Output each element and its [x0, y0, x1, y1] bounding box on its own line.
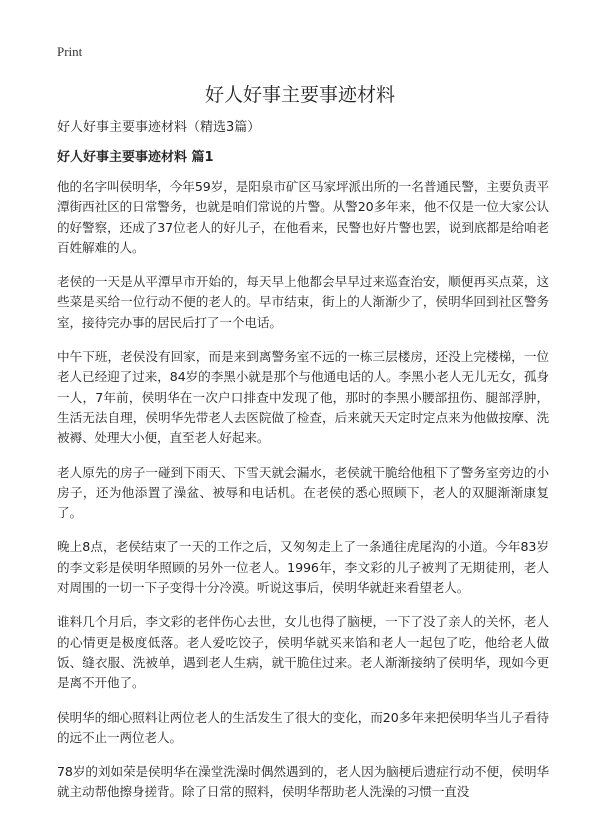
paragraph: 78岁的刘如荣是侯明华在澡堂洗澡时偶然遇到的，老人因为脑梗后遗症行动不便，侯明华就主动帮他擦身搓背。除了日常的照料，侯明华帮助老人洗澡的习惯一直没 — [57, 764, 549, 800]
paragraph: 老人原先的房子一碰到下雨天、下雪天就会漏水，老侯就干脆给他租下了警务室旁边的小房子，还为他添置了澡盆、被辱和电话机。在老侯的悉心照顾下，老人的双腿渐渐康复了。 — [57, 464, 549, 521]
paragraph: 侯明华的细心照料让两位老人的生活发生了很大的变化，而20多年来把侯明华当儿子看待的远不止一两位老人。 — [57, 709, 549, 745]
paragraph: 中午下班，老侯没有回家，而是来到离警务室不远的一栋三层楼房，还没上完楼梯，一位老人已经迎了过来，84岁的李黑小就是那个与他通电话的人。李黑小老人无儿无女，孤身一人，7年前，侯明华在一次户口排查中发现了他，那时的李黑小腰部扭伤、腿部浮肿，生活无法自理，侯明华先带老人去医院做了检查，后来就天天定时定点来为他做按摩、洗被褥、处理大小便，直至老人好起来。 — [57, 349, 549, 446]
print-link[interactable]: Print — [57, 44, 83, 59]
document-title: 好人好事主要事迹材料 — [204, 84, 395, 106]
paragraph: 老侯的一天是从平潭早市开始的，每天早上他都会早早过来巡查治安，顺便再买点菜，这些菜是买给一位行动不便的老人的。早市结束，街上的人渐渐少了，侯明华回到社区警务室，接待完办事的居民后打了一个电话。 — [57, 274, 549, 330]
paragraph: 他的名字叫侯明华，今年59岁，是阳泉市矿区马家坪派出所的一名普通民警，主要负责平潭街西社区的日常警务，也就是咱们常说的片警。从警20多年来，他不仅是一位大家公认的好警察，还成了37位老人的好儿子，在他看来，民警也好片警也罢，说到底都是给咱老百姓解难的人。 — [57, 179, 549, 255]
paragraph: 谁料几个月后，李文彩的老伴伤心去世，女儿也得了脑梗，一下了没了亲人的关怀，老人的心情更是极度低落。老人爱吃饺子，侯明华就买来馅和老人一起包了吃，他给老人做饭、缝衣服、洗被单，遇到老人生病，就干脆住过来。老人渐渐接纳了侯明华，现如今更是离不开他了。 — [57, 614, 549, 691]
paragraph: 晚上8点，老侯结束了一天的工作之后，又匆匆走上了一条通往虎尾沟的小道。今年83岁的李文彩是侯明华照顾的另外一位老人。1996年，李文彩的儿子被判了无期徒刑，老人对周围的一切一下子变得十分冷漠。听说这事后，侯明华就赶来看望老人。 — [57, 539, 549, 596]
document-subtitle: 好人好事主要事迹材料（精选3篇） — [57, 120, 261, 135]
document-body — [57, 118, 549, 817]
section-heading: 好人好事主要事迹材料 篇1 — [57, 150, 214, 165]
